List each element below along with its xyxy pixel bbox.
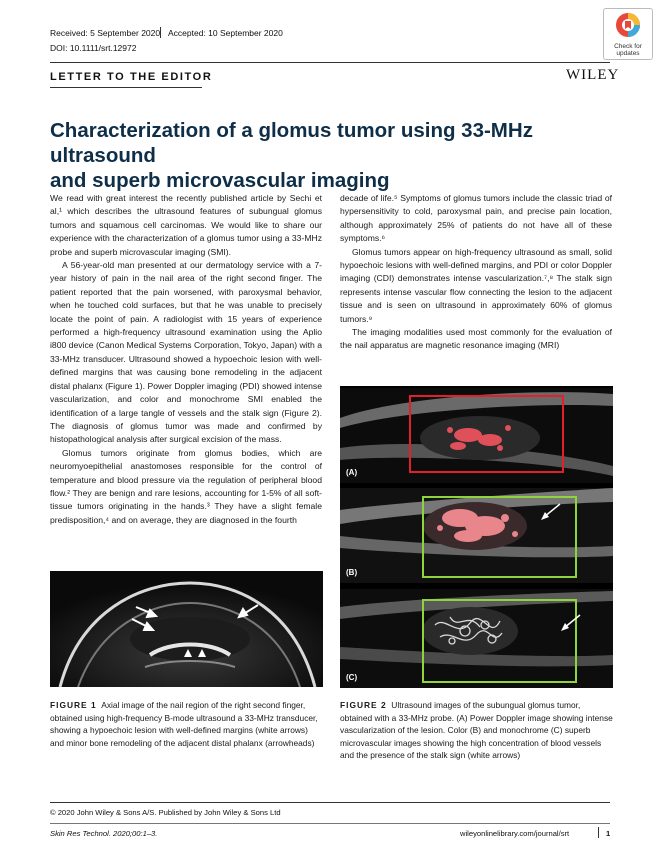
badge-text-1: Check for [614, 43, 642, 50]
header-rule [50, 62, 610, 63]
journal-url[interactable]: wileyonlinelibrary.com/journal/srt [460, 829, 570, 838]
check-for-updates-badge[interactable] [603, 8, 653, 60]
panel-c-label: (C) [346, 673, 358, 682]
paragraph-1: We read with great interest the recently published article by Sechi et al,¹ which describes the ultrasound features of subungual glomus tumors and squamous cell carcinomas. We would like to share our experience with the characterization of a glomus tumor using a 33-MHz probe and superb microvascular imaging (SMI). [50, 193, 322, 257]
paragraph-2: A 56-year-old man presented at our dermatology service with a 7-year history of pain in the nail area of the right second finger. The patient reported that the pain worsened, with paroxysmal behavior, when he touched cold surfaces, but that he was unable to precisely locate the point of pain. A radiologist with 15 years of experience performed a high-frequency ultrasound examination using the Aplio i800 device (Canon Medical Systems Corporation, Tokyo, Japan) with a 33-MHz transducer. Ultrasound showed a hypoechoic lesion with well-defined margins that was causing bone remodeling in the adjacent distal phalanx (Figure 1). Power Doppler imaging (PDI) showed intense vascularization, and color and monochrome SMI enabled the identification of a large tangle of vessels and the stalk sign (Figure 2). The diagnosis of glomus tumor was made and confirmed by histopathological analysis after surgical excision of the mass. [50, 260, 322, 445]
page-number: 1 [606, 829, 611, 838]
figure-1-image [50, 571, 323, 687]
title-line-1: Characterization of a glomus tumor using 33-MHz ultrasound [50, 119, 533, 167]
footer-rule-2 [50, 823, 610, 824]
article-category: LETTER TO THE EDITOR [50, 71, 213, 83]
right-column [340, 192, 612, 353]
footer-rule [50, 802, 610, 803]
category-underline [50, 87, 202, 88]
article-title [50, 118, 630, 193]
panel-a-label: (A) [346, 468, 358, 477]
title-line-2: and superb microvascular imaging [50, 169, 390, 192]
figure-1-caption-text: Axial image of the nail region of the right second finger, obtained using high-frequency B-mode ultrasound a 33-MHz transducer, showing a hypoechoic lesion with well-defined margins (white arrows) and minor bone remodeling of the adjacent distal phalanx (arrowheads) [50, 700, 318, 748]
figure-2-caption [340, 699, 613, 762]
publisher-logo: WILEY [566, 67, 620, 83]
accepted-date: Accepted: 10 September 2020 [168, 28, 283, 38]
paragraph-3: Glomus tumors originate from glomus bodies, which are neuromyoepithelial anastomoses responsible for the control of temperature and blood pressure via the regulation of peripheral blood flow.² They are benign and rare lesions, accounting for 1-5% of all soft-tissue tumors originating in the hands.³ They have a slight female predisposition,⁴ and on average, they are diagnosed in the fourth [50, 447, 322, 525]
stalk-sign-arrow-b [538, 502, 562, 522]
paragraph-5: Glomus tumors appear on high-frequency ultrasound as small, solid hypoechoic lesions with well-defined margins, and PDI or color Doppler imaging (CDI) demonstrates intense vascularization.⁷,⁸ The stalk sign represents intense vascular flow connecting the lesion to the adjacent tissue and is seen on ultrasound in approximately 60% of glomus tumors.⁹ [340, 246, 612, 324]
figure-1-label: FIGURE 1 [50, 700, 97, 710]
paragraph-6: The imaging modalities used most commonly for the evaluation of the nail apparatus are magnetic resonance imaging (MRI) [340, 327, 612, 351]
figure-2-panel-b [340, 488, 613, 583]
figure-2-image [340, 386, 613, 688]
doppler-roi-box [409, 395, 564, 473]
crossmark-icon [615, 12, 641, 38]
stalk-sign-arrow-c [558, 613, 582, 633]
citation: Skin Res Technol. 2020;00:1–3. [50, 829, 158, 838]
smi-mono-roi-box [422, 599, 577, 683]
received-date: Received: 5 September 2020 [50, 28, 161, 38]
figure-1-caption [50, 699, 323, 749]
left-column [50, 192, 322, 527]
ultrasound-axial-image [50, 571, 323, 687]
header-separator [160, 27, 161, 38]
figure-2-panel-c [340, 589, 613, 688]
figure-2-panel-a [340, 388, 613, 483]
doi[interactable]: DOI: 10.1111/srt.12972 [50, 43, 137, 53]
figure-2-label: FIGURE 2 [340, 700, 387, 710]
figure-2-caption-text: Ultrasound images of the subungual glomus tumor, obtained with a 33-MHz probe. (A) Power Doppler image showing intense vascularization of the lesion. Color (B) and monochrome (C) superb microvascular images showing the high concentration of blood vessels and the presence of the stalk sign (white arrows) [340, 700, 613, 761]
paragraph-4: decade of life.⁵ Symptoms of glomus tumors include the classic triad of hypersensitivity to cold, paroxysmal pain, and precise pain location, although approximately 25% of patients do not have all of these symptoms.⁶ [340, 193, 612, 244]
badge-text-2: updates [616, 50, 640, 57]
panel-b-label: (B) [346, 568, 358, 577]
footer-separator [598, 827, 599, 838]
copyright: © 2020 John Wiley & Sons A/S. Published by John Wiley & Sons Ltd [50, 808, 281, 817]
